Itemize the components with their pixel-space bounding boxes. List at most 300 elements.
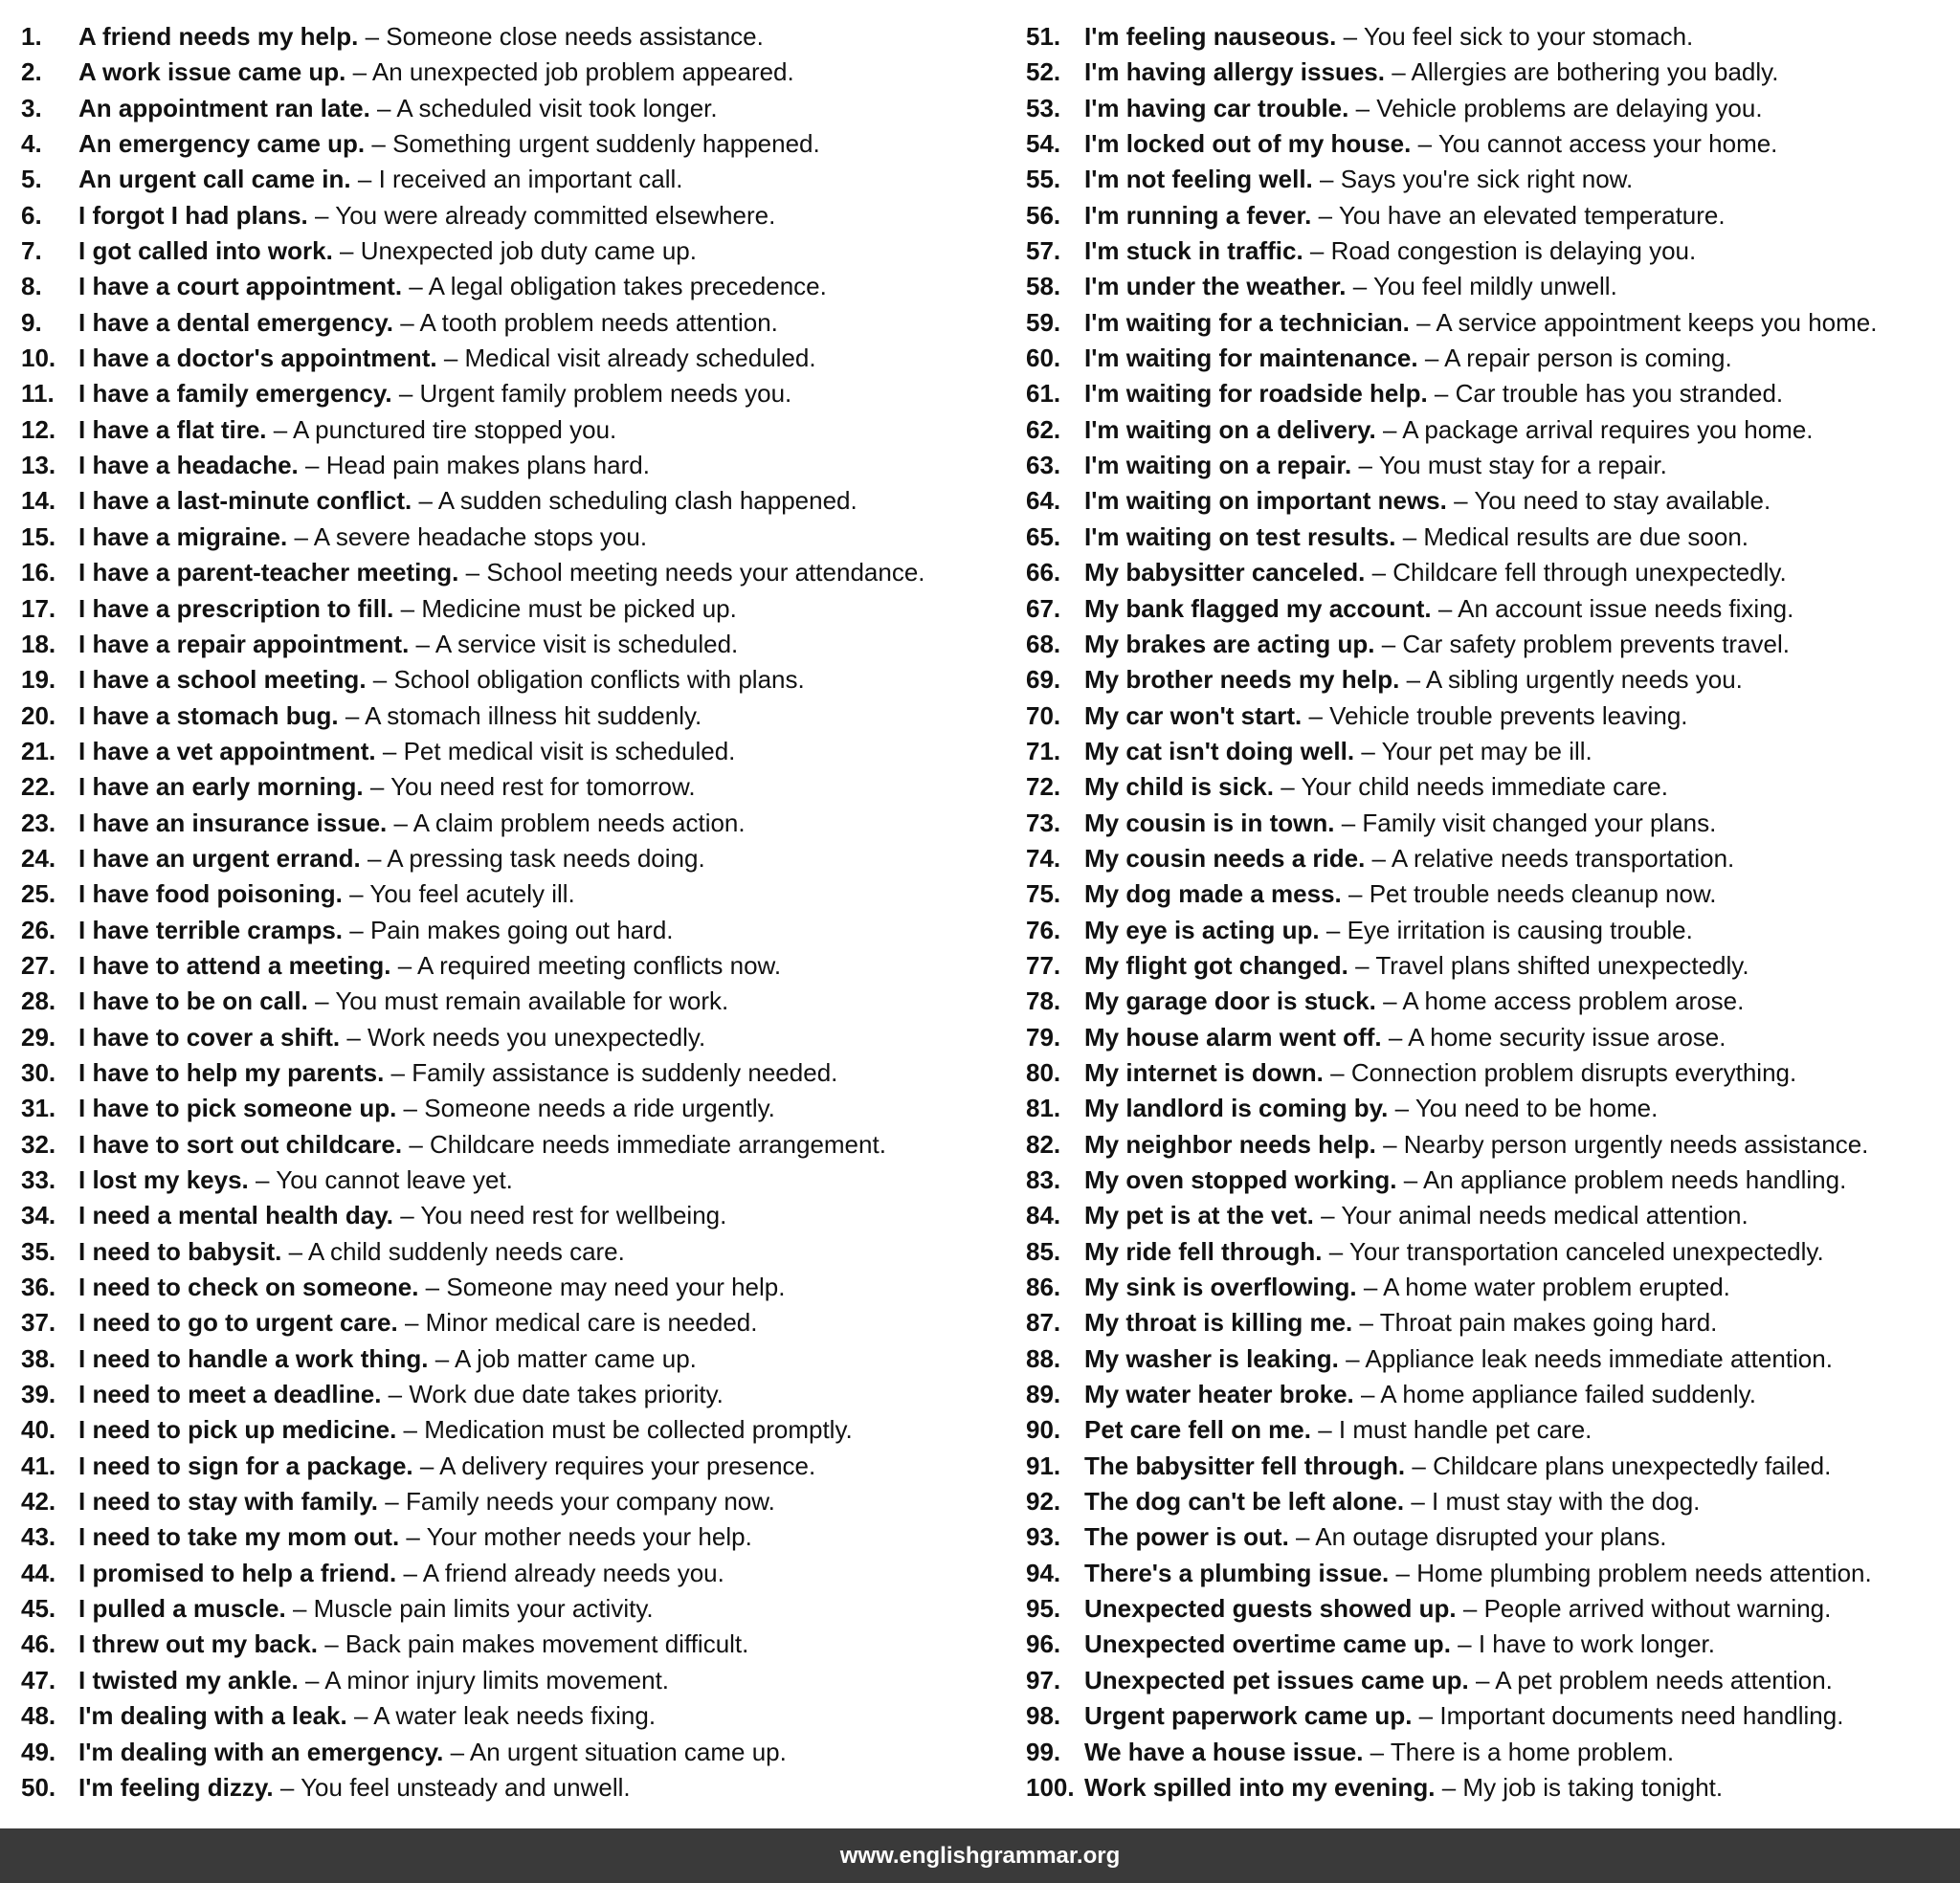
item-separator: – [1371,843,1387,873]
item-meaning: A claim problem needs action. [412,808,746,837]
item-phrase: I'm dealing with a leak. [78,1701,347,1731]
item-number: 96. [1026,1629,1061,1659]
list-item [21,1234,997,1270]
item-separator: – [1381,629,1396,658]
item-number: 68. [1026,629,1061,658]
item-separator: – [340,236,354,266]
item-separator: – [324,1629,339,1659]
item-separator: – [404,1308,419,1338]
item-meaning: You feel sick to your stomach. [1363,22,1694,51]
item-separator: – [292,1594,307,1624]
item-number: 19. [21,665,56,695]
item-text [78,841,705,876]
item-separator: – [1328,1236,1344,1266]
item-separator: – [450,1737,465,1766]
item-separator: – [1388,1022,1403,1052]
item-phrase: I lost my keys. [78,1165,249,1194]
item-text [1084,1519,1666,1555]
item-separator: – [419,1451,434,1480]
list-item [21,806,997,841]
item-number: 25. [21,879,56,909]
item-meaning: A child suddenly needs care. [307,1236,625,1266]
item-phrase: I promised to help a friend. [78,1558,397,1587]
list-item [1026,305,1945,341]
item-phrase: I need to go to urgent care. [78,1308,398,1338]
list-item [1026,1163,1945,1198]
item-text [78,520,647,555]
item-number: 32. [21,1129,56,1159]
list-item [21,162,997,197]
item-meaning: You need to stay available. [1474,486,1771,516]
item-meaning: You cannot access your home. [1437,129,1778,159]
excuses-list-right-column [1026,19,1945,1805]
item-phrase: An emergency came up. [78,129,366,159]
item-number: 87. [1026,1308,1061,1338]
item-separator: – [273,414,288,444]
item-text [78,19,764,55]
item-separator: – [398,379,413,409]
list-item [21,627,997,662]
item-meaning: Someone close needs assistance. [386,22,764,51]
item-text [1084,984,1744,1019]
item-separator: – [1309,236,1325,266]
item-phrase: I need to meet a deadline. [78,1380,382,1409]
item-meaning: Family assistance is suddenly needed. [412,1057,838,1087]
list-item [1026,1234,1945,1270]
item-phrase: I need to handle a work thing. [78,1343,429,1373]
list-item [1026,948,1945,984]
item-meaning: I have to work longer. [1478,1629,1715,1659]
item-text [78,198,775,233]
item-meaning: A home appliance failed suddenly. [1380,1380,1756,1409]
item-text [1084,448,1667,483]
item-phrase: I have a vet appointment. [78,736,376,765]
list-item [21,233,997,269]
item-meaning: A service visit is scheduled. [434,629,739,658]
item-phrase: I'm waiting for roadside help. [1084,379,1428,409]
item-meaning: Allergies are bothering you badly. [1411,57,1779,87]
item-separator: – [1437,593,1453,623]
item-meaning: Car trouble has you stranded. [1455,379,1784,409]
item-meaning: Your child needs immediate care. [1301,772,1668,802]
list-item [21,1770,997,1805]
item-text [78,876,575,912]
item-meaning: You were already committed elsewhere. [335,200,776,230]
item-separator: – [1308,700,1323,730]
item-phrase: The babysitter fell through. [1084,1451,1406,1480]
list-item [1026,1698,1945,1734]
item-text [1084,1270,1730,1305]
list-item [21,1698,997,1734]
item-separator: – [1417,129,1433,159]
list-item [1026,698,1945,734]
item-number: 88. [1026,1343,1061,1373]
item-text [1084,806,1716,841]
item-phrase: I need to stay with family. [78,1487,379,1517]
list-item [1026,806,1945,841]
item-text [1084,1127,1868,1163]
item-phrase: My sink is overflowing. [1084,1273,1357,1302]
list-item [21,448,997,483]
item-number: 5. [21,165,42,194]
item-text [78,1449,815,1484]
item-phrase: Unexpected pet issues came up. [1084,1665,1469,1695]
list-item [21,1198,997,1233]
item-text [1084,1234,1824,1270]
item-meaning: Road congestion is delaying you. [1330,236,1697,266]
list-item [21,841,997,876]
item-separator: – [390,1057,406,1087]
item-separator: – [415,629,431,658]
item-number: 45. [21,1594,56,1624]
item-separator: – [1320,165,1334,194]
item-meaning: An outage disrupted your plans. [1315,1522,1667,1552]
item-text [1084,1770,1723,1805]
item-text [78,1591,654,1627]
item-phrase: A friend needs my help. [78,22,359,51]
list-item [1026,876,1945,912]
item-separator: – [400,1201,414,1230]
item-number: 57. [1026,236,1061,266]
item-number: 43. [21,1522,56,1552]
list-item [21,269,997,304]
item-phrase: I'm stuck in traffic. [1084,236,1303,266]
item-phrase: My water heater broke. [1084,1380,1354,1409]
item-phrase: I'm dealing with an emergency. [78,1737,444,1766]
item-number: 52. [1026,57,1061,87]
item-separator: – [279,1772,295,1802]
item-meaning: Someone may need your help. [446,1273,786,1302]
item-number: 27. [21,950,56,980]
item-separator: – [1330,1057,1345,1087]
list-item [1026,1091,1945,1126]
item-separator: – [1361,1380,1375,1409]
item-meaning: I must stay with the dog. [1432,1487,1701,1517]
item-number: 54. [1026,129,1061,159]
item-separator: – [1395,1558,1410,1587]
item-text [78,162,683,197]
item-phrase: My dog made a mess. [1084,879,1342,909]
item-text [78,1127,886,1163]
item-separator: – [1418,1701,1434,1731]
item-meaning: You need to be home. [1414,1094,1659,1123]
item-meaning: Head pain makes plans hard. [325,451,650,480]
item-number: 17. [21,593,56,623]
item-text [1084,1698,1843,1734]
item-number: 84. [1026,1201,1061,1230]
item-phrase: I have to pick someone up. [78,1094,397,1123]
list-item [21,412,997,448]
item-meaning: A required meeting conflicts now. [417,950,782,980]
item-number: 67. [1026,593,1061,623]
item-meaning: Vehicle trouble prevents leaving. [1329,700,1688,730]
list-item [21,1377,997,1412]
item-separator: – [315,200,329,230]
item-separator: – [1355,93,1370,122]
list-item [1026,841,1945,876]
item-meaning: A pet problem needs attention. [1495,1665,1833,1695]
item-meaning: An appliance problem needs handling. [1422,1165,1847,1194]
item-meaning: Childcare fell through unexpectedly. [1392,558,1787,587]
item-phrase: I have a repair appointment. [78,629,410,658]
item-phrase: I threw out my back. [78,1629,318,1659]
item-phrase: I have to sort out childcare. [78,1129,403,1159]
item-meaning: A sudden scheduling clash happened. [437,486,858,516]
item-separator: – [443,343,458,373]
list-item [21,376,997,411]
item-text [78,412,616,448]
item-phrase: My car won't start. [1084,700,1303,730]
list-item [21,984,997,1019]
item-meaning: Your animal needs medical attention. [1341,1201,1748,1230]
item-meaning: Medical visit already scheduled. [464,343,816,373]
item-phrase: There's a plumbing issue. [1084,1558,1390,1587]
item-separator: – [369,772,385,802]
item-separator: – [1403,1165,1418,1194]
item-number: 46. [21,1629,56,1659]
item-text [1084,627,1790,662]
item-text [1084,91,1763,126]
item-number: 18. [21,629,56,658]
item-phrase: My garage door is stuck. [1084,986,1376,1016]
item-separator: – [345,700,360,730]
footer-website-link[interactable]: www.englishgrammar.org [839,1843,1121,1869]
item-separator: – [1318,1415,1332,1445]
item-separator: – [353,1701,368,1731]
list-item [21,555,997,590]
list-item [21,591,997,627]
item-text [78,1412,853,1448]
item-meaning: You feel unsteady and unwell. [301,1772,631,1802]
item-meaning: Urgent family problem needs you. [419,379,792,409]
item-number: 83. [1026,1165,1061,1194]
item-separator: – [434,1343,450,1373]
item-meaning: A job matter came up. [454,1343,697,1373]
item-meaning: Medical results are due soon. [1423,521,1749,551]
item-phrase: I'm waiting on a delivery. [1084,414,1376,444]
item-meaning: A legal obligation takes precedence. [428,272,827,301]
item-number: 40. [21,1415,56,1445]
list-item [1026,1519,1945,1555]
item-meaning: Unexpected job duty came up. [360,236,697,266]
item-phrase: I twisted my ankle. [78,1665,299,1695]
item-text [1084,769,1668,805]
item-meaning: A delivery requires your presence. [439,1451,816,1480]
item-meaning: A service appointment keeps you home. [1436,307,1878,337]
item-separator: – [1412,1451,1426,1480]
item-separator: – [367,843,382,873]
item-phrase: I need to take my mom out. [78,1522,400,1552]
list-item [21,948,997,984]
item-phrase: I'm waiting on a repair. [1084,451,1352,480]
list-item [21,734,997,769]
item-separator: – [1361,736,1375,765]
list-item [21,1341,997,1377]
item-number: 26. [21,915,56,944]
item-phrase: I need to pick up medicine. [78,1415,397,1445]
item-number: 3. [21,93,42,122]
item-phrase: My eye is acting up. [1084,915,1320,944]
item-text [1084,341,1732,376]
item-number: 6. [21,200,42,230]
item-meaning: Home plumbing problem needs attention. [1416,1558,1872,1587]
item-separator: – [397,950,412,980]
item-separator: – [1346,1343,1360,1373]
list-item [1026,1484,1945,1519]
item-text [78,376,791,411]
item-number: 73. [1026,808,1061,837]
item-number: 4. [21,129,42,159]
item-text [78,1055,837,1091]
item-separator: – [1371,558,1387,587]
item-meaning: Childcare plans unexpectedly failed. [1433,1451,1832,1480]
list-item [1026,1270,1945,1305]
item-text [78,627,738,662]
item-separator: – [418,486,433,516]
item-number: 24. [21,843,56,873]
item-separator: – [294,521,308,551]
item-phrase: I'm feeling dizzy. [78,1772,274,1802]
item-meaning: Medicine must be picked up. [421,593,737,623]
item-number: 69. [1026,665,1061,695]
list-item [1026,233,1945,269]
item-text [1084,1305,1717,1340]
item-phrase: Unexpected overtime came up. [1084,1629,1451,1659]
item-text [1084,1091,1658,1126]
item-text [78,1556,724,1591]
item-number: 9. [21,307,42,337]
list-item [21,19,997,55]
list-item [21,876,997,912]
item-meaning: School obligation conflicts with plans. [393,665,805,695]
item-phrase: I have a migraine. [78,521,288,551]
item-meaning: A friend already needs you. [422,1558,724,1587]
item-phrase: My pet is at the vet. [1084,1201,1314,1230]
item-text [78,1377,724,1412]
item-number: 75. [1026,879,1061,909]
item-number: 38. [21,1343,56,1373]
item-number: 91. [1026,1451,1061,1480]
item-phrase: I have terrible cramps. [78,915,344,944]
item-phrase: An urgent call came in. [78,165,351,194]
item-separator: – [357,165,372,194]
item-number: 1. [21,22,42,51]
item-separator: – [1392,57,1406,87]
list-item [1026,1020,1945,1055]
item-separator: – [1475,1665,1490,1695]
item-text [78,1020,705,1055]
item-number: 13. [21,451,56,480]
item-text [1084,591,1793,627]
list-item [1026,1591,1945,1627]
item-separator: – [371,129,386,159]
item-phrase: My washer is leaking. [1084,1343,1339,1373]
list-item [1026,376,1945,411]
item-separator: – [288,1236,303,1266]
item-number: 63. [1026,451,1061,480]
item-separator: – [409,1129,423,1159]
list-item [21,198,997,233]
item-text [78,591,737,627]
item-number: 12. [21,414,56,444]
item-text [78,555,925,590]
list-item [1026,1735,1945,1770]
item-phrase: The power is out. [1084,1522,1289,1552]
list-item [1026,91,1945,126]
item-phrase: I have a parent-teacher meeting. [78,558,459,587]
item-phrase: My cousin is in town. [1084,808,1335,837]
item-text [1084,734,1592,769]
item-number: 85. [1026,1236,1061,1266]
item-phrase: I have a dental emergency. [78,307,393,337]
list-item [1026,126,1945,162]
list-item [1026,627,1945,662]
item-meaning: Eye irritation is causing trouble. [1347,915,1693,944]
item-text [78,1735,787,1770]
item-phrase: I have a stomach bug. [78,700,339,730]
item-separator: – [1281,772,1295,802]
list-item [21,913,997,948]
item-meaning: Back pain makes movement difficult. [345,1629,749,1659]
list-item [1026,734,1945,769]
item-text [78,662,805,698]
item-meaning: You have an elevated temperature. [1338,200,1726,230]
item-number: 82. [1026,1129,1061,1159]
list-item [1026,1556,1945,1591]
item-separator: – [1383,1129,1397,1159]
item-number: 8. [21,272,42,301]
list-item [1026,1341,1945,1377]
list-item [1026,769,1945,805]
item-phrase: My landlord is coming by. [1084,1094,1389,1123]
list-item [1026,198,1945,233]
list-item [21,520,997,555]
item-text [1084,1627,1715,1662]
item-meaning: Your transportation canceled unexpectedly. [1348,1236,1824,1266]
item-text [1084,1556,1872,1591]
item-number: 93. [1026,1522,1061,1552]
item-phrase: My cousin needs a ride. [1084,843,1366,873]
item-separator: – [393,808,408,837]
item-separator: – [365,22,380,51]
item-meaning: Pain makes going out hard. [369,915,674,944]
item-phrase: I'm waiting on test results. [1084,521,1396,551]
item-text [1084,198,1726,233]
item-meaning: Car safety problem prevents travel. [1402,629,1791,658]
item-number: 94. [1026,1558,1061,1587]
list-item [21,305,997,341]
item-phrase: Unexpected guests showed up. [1084,1594,1457,1624]
item-separator: – [1343,22,1358,51]
list-item [1026,19,1945,55]
item-separator: – [1296,1522,1310,1552]
item-text [78,1627,748,1662]
item-meaning: Family needs your company now. [405,1487,775,1517]
item-separator: – [1352,272,1368,301]
item-separator: – [406,1522,420,1552]
item-number: 36. [21,1273,56,1302]
item-meaning: People arrived without warning. [1483,1594,1832,1624]
item-number: 33. [21,1165,56,1194]
item-number: 42. [21,1487,56,1517]
list-item [21,698,997,734]
item-number: 59. [1026,307,1061,337]
item-meaning: A pressing task needs doing. [387,843,705,873]
item-meaning: A home access problem arose. [1402,986,1745,1016]
item-text [78,1663,669,1698]
item-meaning: A tooth problem needs attention. [419,307,778,337]
item-number: 10. [21,343,56,373]
